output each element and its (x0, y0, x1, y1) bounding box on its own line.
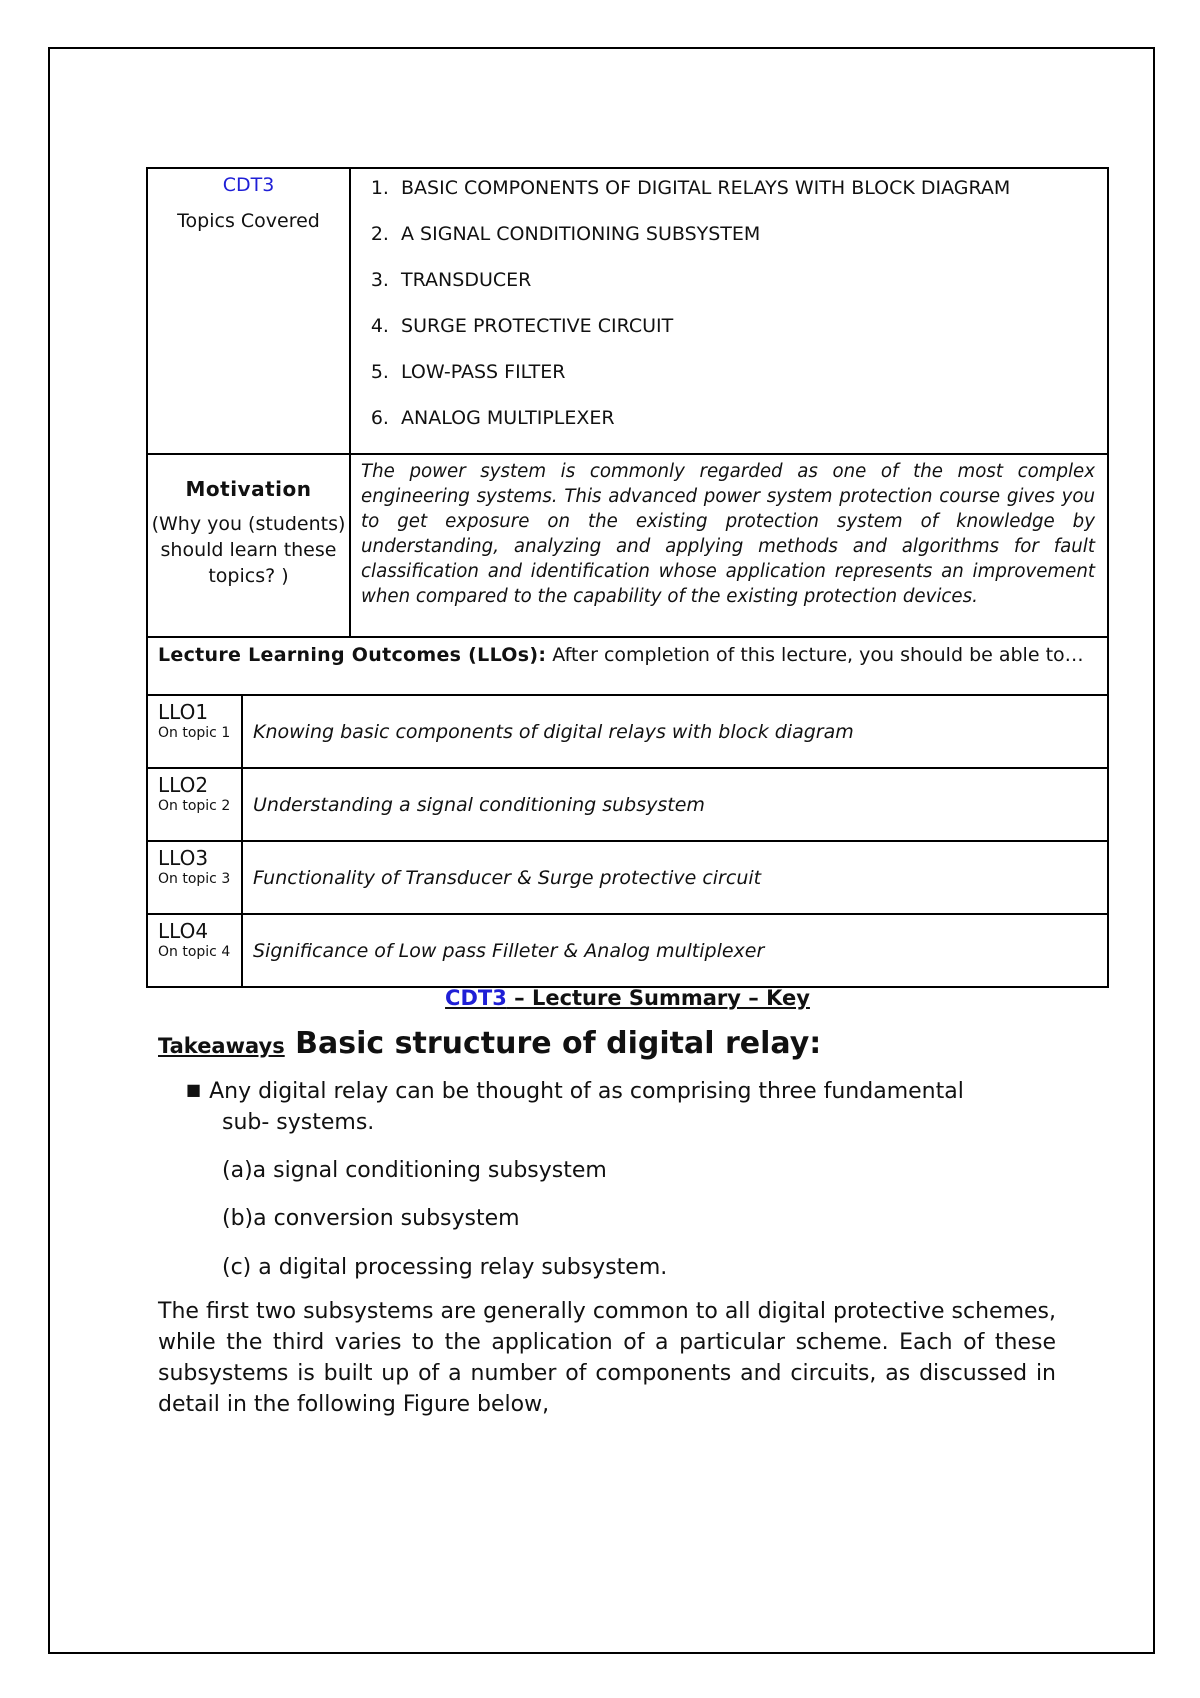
llo-row (147, 914, 1108, 987)
llo-description: Understanding a signal conditioning subsystem (242, 768, 1108, 841)
subsystem-item: (a)a signal conditioning subsystem (222, 1158, 607, 1183)
llo-header-bold: Lecture Learning Outcomes (LLOs): (158, 644, 547, 666)
llo-topic-ref: On topic 1 (158, 725, 231, 741)
llo-topic-ref: On topic 2 (158, 798, 231, 814)
bullet-item (186, 1074, 1086, 1138)
topic-item: 5. LOW-PASS FILTER (395, 359, 1087, 385)
topic-item: 6. ANALOG MULTIPLEXER (395, 405, 1087, 431)
llo-code-cell (147, 695, 242, 768)
summary-heading-text: – Lecture Summary – Key (506, 986, 810, 1010)
motivation-title: Motivation (185, 477, 312, 501)
lecture-summary-heading (146, 986, 1109, 1010)
motivation-text-cell (350, 454, 1108, 637)
cdt-info-table (146, 167, 1109, 988)
topic-item: 1. BASIC COMPONENTS OF DIGITAL RELAYS WITH BLOCK DIAGRAM (395, 175, 1087, 201)
topic-item: 4. SURGE PROTECTIVE CIRCUIT (395, 313, 1087, 339)
topics-label-cell (147, 168, 350, 454)
summary-paragraph: The first two subsystems are generally common to all digital protective schemes, while the third varies to the application of a particular scheme. Each of these subsystems is built up of a number of components and circuits, as discussed in detail in the following Figure below, (158, 1299, 1056, 1417)
takeaways-title: Basic structure of digital relay: (284, 1026, 822, 1061)
llo-code: LLO1 (158, 700, 209, 724)
llo-code-cell (147, 841, 242, 914)
takeaways-label: Takeaways (158, 1034, 285, 1058)
topic-item: 2. A SIGNAL CONDITIONING SUBSYSTEM (395, 221, 1087, 247)
bullet-text-line1: Any digital relay can be thought of as comprising three fundamental (209, 1079, 964, 1104)
llo-header-cell (147, 637, 1108, 695)
llo-header-rest: After completion of this lecture, you should be able to… (546, 644, 1084, 666)
subsystem-item: (b)a conversion subsystem (222, 1206, 520, 1231)
takeaways-heading (158, 1026, 821, 1061)
llo-row (147, 841, 1108, 914)
motivation-row (147, 454, 1108, 637)
llo-header-row (147, 637, 1108, 695)
square-bullet-icon: ■ (186, 1080, 202, 1099)
llo-code: LLO2 (158, 773, 209, 797)
motivation-question: (Why you (students) should learn these topics? ) (151, 513, 346, 587)
llo-code: LLO3 (158, 846, 209, 870)
topic-item: 3. TRANSDUCER (395, 267, 1087, 293)
topics-row (147, 168, 1108, 454)
topics-covered-label: Topics Covered (177, 210, 320, 232)
bullet-text-line2: sub- systems. (222, 1110, 375, 1135)
llo-row (147, 695, 1108, 768)
llo-description: Knowing basic components of digital relays with block diagram (242, 695, 1108, 768)
llo-topic-ref: On topic 3 (158, 871, 231, 887)
llo-topic-ref: On topic 4 (158, 944, 231, 960)
llo-code-cell (147, 914, 242, 987)
llo-code: LLO4 (158, 919, 209, 943)
topics-list (351, 169, 1107, 431)
cdt-code: CDT3 (222, 174, 275, 196)
llo-description: Significance of Low pass Filleter & Analog multiplexer (242, 914, 1108, 987)
llo-description: Functionality of Transducer & Surge protective circuit (242, 841, 1108, 914)
topics-list-cell (350, 168, 1108, 454)
llo-code-cell (147, 768, 242, 841)
motivation-label-cell (147, 454, 350, 637)
summary-cdt-code: CDT3 (445, 986, 507, 1010)
llo-row (147, 768, 1108, 841)
llo-header (148, 638, 1107, 673)
subsystem-item: (c) a digital processing relay subsystem. (222, 1255, 668, 1280)
motivation-text: The power system is commonly regarded as one of the most complex engineering systems. This advanced power system protection course gives you to get exposure on the existing protection system of knowledge by understanding, analyzing and applying methods and algorithms for fault classification and identification whose application represents an improvement when compared to the capability of the existing protection devices. (361, 461, 1095, 607)
